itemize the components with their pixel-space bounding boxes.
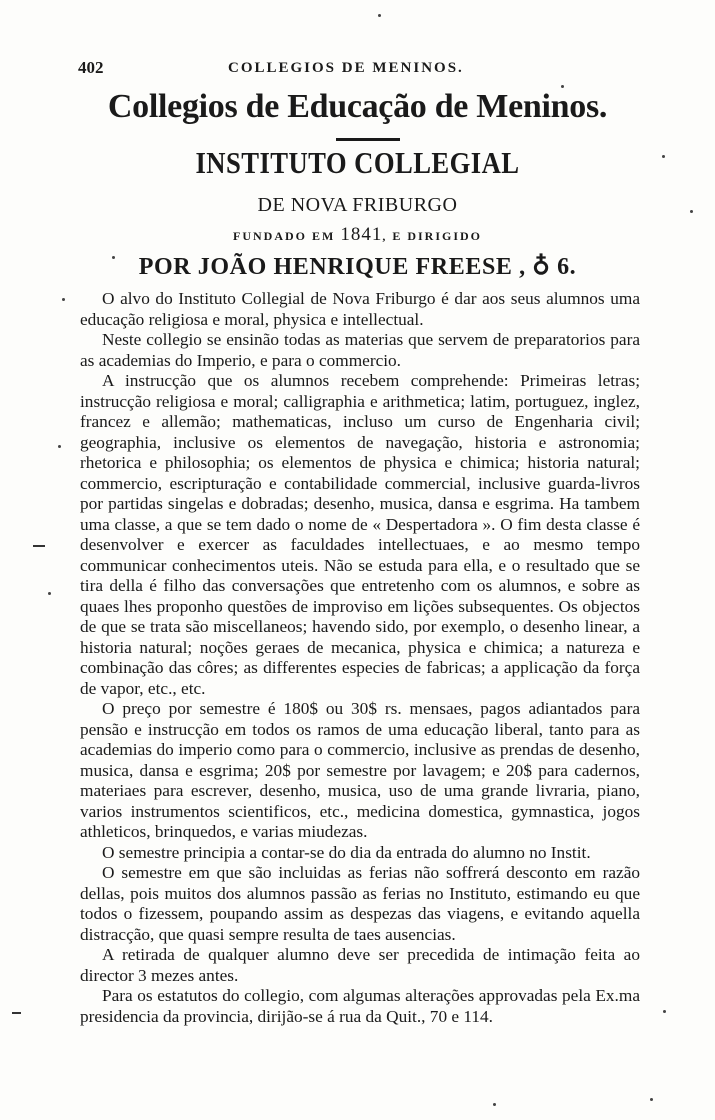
paragraph-instruction: A instrucção que os alumnos recebem comprehende: Primeiras letras; instrucção religiosa e moral; calligraphia e arithmetica; latim, portuguez, inglez, francez e allemão; mathematicas, incluso um curso de Engenharia civil; geographia, inclusive os elementos de navegação, historia e astronomia; rhetorica e philosophia; os elementos de physica e chimica; historia natural; commercio, escripturação e contabilidade commercial, inclusive guarda-livros por partidas singelas e dobradas; desenho, musica, dansa e esgrima. Ha tambem uma classe, a que se tem dado o nome de « Despertadora ». O fim desta classe é desenvolver e exercer as faculdades intellectuaes, e ao mesmo tempo communicar conhecimentos uteis. Não se estuda para ella, e o resultado que se tira della é filho das conversações que entretenho com os alumnos, e sobre as quaes lhes proponho questões de improviso em lições subsequentes. Os objectos de que se trata são miscellaneos; havendo sido, por exemplo, o desenho linear, a historia natural; noções geraes de mecanica, physica e chimica; a natureza e combinação das côres; as differentes especies de fabricas; a applicação da força de vapor, etc., etc. bbox=[80, 371, 640, 698]
scan-speck bbox=[650, 1098, 653, 1101]
body-text bbox=[80, 289, 640, 1027]
paragraph-holidays: O semestre em que são incluidas as ferias não soffrerá desconto em razão dellas, pois muitos dos alumnos passão as ferias no Instituto, estimando eu que todos o fizessem, poupando assim as despezas das viagens, e evitando aquella distracção, que quasi sempre resulta de taes ausencias. bbox=[80, 863, 640, 944]
founded-year: 1841 bbox=[340, 224, 383, 245]
scan-speck bbox=[112, 256, 115, 259]
main-title: Collegios de Educação de Meninos. bbox=[107, 88, 608, 125]
scan-speck bbox=[662, 155, 665, 158]
page-number: 402 bbox=[78, 58, 104, 77]
scan-speck bbox=[378, 14, 381, 17]
scan-speck bbox=[663, 1010, 666, 1013]
running-head bbox=[78, 58, 638, 82]
institute-title: INSTITUTO COLLEGIAL bbox=[195, 145, 520, 180]
director-line: POR JOÃO HENRIQUE FREESE , ♁ 6. bbox=[138, 254, 577, 280]
paragraph-withdrawal: A retirada de qualquer alumno deve ser precedida de intimação feita ao director 3 mezes antes. bbox=[80, 945, 640, 985]
paragraph-aim: O alvo do Instituto Collegial de Nova Friburgo é dar aos seus alumnos uma educação religiosa e moral, physica e intellectual. bbox=[80, 289, 640, 329]
paragraph-price: O preço por semestre é 180$ ou 30$ rs. mensaes, pagos adiantados para pensão e instrucção em todos os ramos de uma educação liberal, tanto para as academias do imperio como para o commercio, inclusive as prendas de desenho, musica, dansa e esgrima; 20$ por semestre por lavagem; e 20$ para cadernos, materiaes para escrever, desenho, musica, uso de uma grande livraria, piano, varios instrumentos scientificos, etc., medicina domestica, gymnastica, jogos athleticos, brinquedos, e varias miudezas. bbox=[80, 699, 640, 841]
founded-line bbox=[0, 224, 715, 246]
paragraph-semester-start: O semestre principia a contar-se do dia da entrada do alumno no Instit. bbox=[102, 842, 591, 862]
scan-speck bbox=[493, 1103, 496, 1106]
scan-mark bbox=[12, 1012, 21, 1014]
scan-mark bbox=[33, 545, 45, 547]
scan-speck bbox=[58, 445, 61, 448]
founded-suffix: , E DIRIGIDO bbox=[382, 229, 482, 243]
scan-speck bbox=[561, 85, 564, 88]
institute-subtitle: DE NOVA FRIBURGO bbox=[257, 194, 458, 216]
paragraph-statutes: Para os estatutos do collegio, com algumas alterações approvadas pela Ex.ma presidencia da provincia, dirijão-se á rua da Quit., 70 e 114. bbox=[80, 986, 640, 1026]
paragraph-subjects: Neste collegio se ensinão todas as materias que servem de preparatorios para as academias do Imperio, e para o commercio. bbox=[80, 330, 640, 370]
scan-speck bbox=[62, 298, 65, 301]
scan-speck bbox=[48, 592, 51, 595]
founded-prefix: FUNDADO EM bbox=[232, 229, 336, 243]
scan-speck bbox=[690, 210, 693, 213]
running-title: COLLEGIOS DE MENINOS. bbox=[228, 60, 464, 76]
title-rule bbox=[336, 138, 400, 141]
